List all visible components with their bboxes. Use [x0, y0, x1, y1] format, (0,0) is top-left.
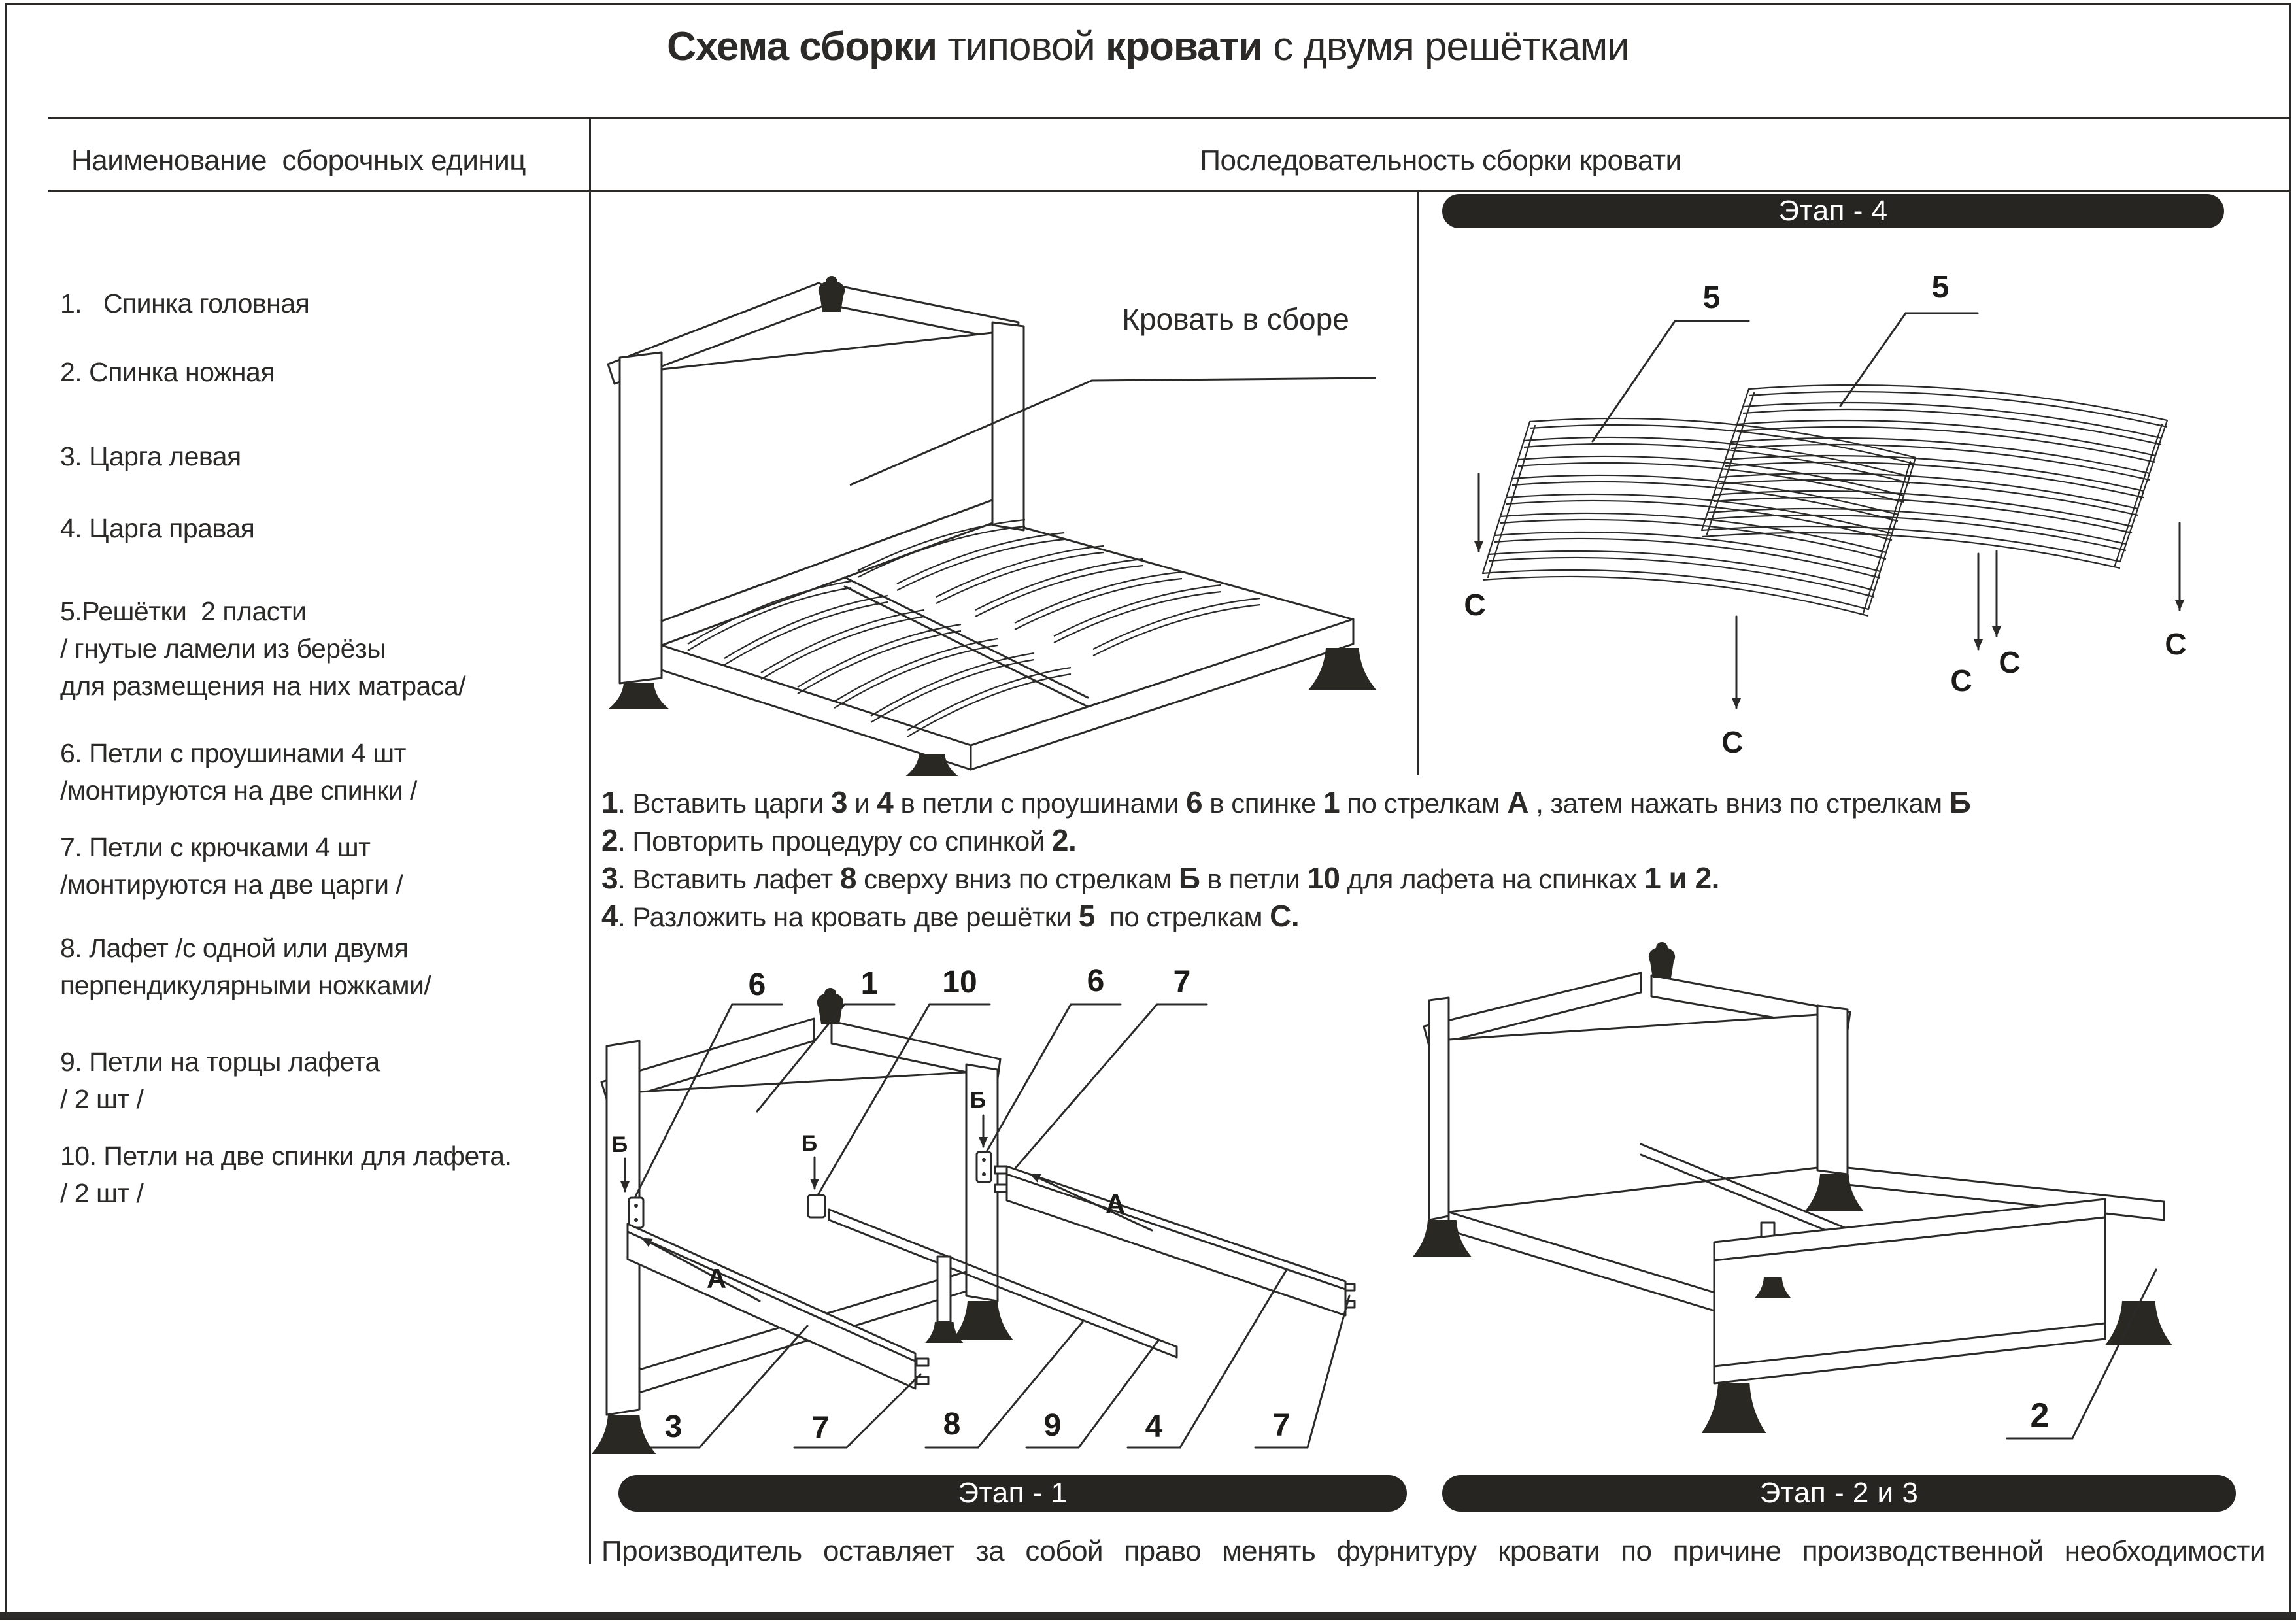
instruction-segment: сверху вниз по стрелкам: [856, 864, 1179, 894]
instruction-line-2: [601, 821, 2282, 859]
stage4-badge: Этап - 4: [1442, 194, 2224, 228]
page-border-bottom: [0, 1612, 2296, 1620]
stage1-figure: [588, 935, 1419, 1478]
instruction-segment: и: [847, 788, 877, 819]
instruction-segment: для лафета на спинках: [1340, 864, 1645, 894]
part-label-2: 2: [2030, 1396, 2050, 1434]
title-normal-1: типовой: [937, 24, 1106, 69]
instruction-segment: 1: [1323, 785, 1340, 819]
instruction-segment: . Повторить процедуру со спинкой: [618, 826, 1052, 856]
hook: [995, 1166, 1007, 1174]
manufacturer-disclaimer: Производитель оставляет за собой право менять фурнитуру кровати по причине производственной необходимости: [601, 1535, 2265, 1567]
instruction-segment: 4: [601, 899, 618, 933]
instruction-segment: . Вставить лафет: [618, 864, 840, 894]
instruction-segment: 10: [1307, 861, 1340, 895]
hook: [995, 1185, 1007, 1192]
board-edge: [1007, 1174, 1345, 1289]
slat-arc: [834, 639, 998, 702]
arrow-letter-b: Б: [801, 1131, 818, 1156]
stage4-figure: [1419, 193, 2296, 781]
hinge-hole: [634, 1204, 638, 1208]
vase-ornament-icon: [819, 276, 845, 312]
assembled-bed-figure: [588, 193, 1419, 775]
arrow-letter-a: А: [1105, 1189, 1126, 1219]
instruction-segment: 3: [601, 861, 618, 895]
arrow-letter-c: С: [1464, 588, 1486, 622]
headboard-post-left: [620, 352, 662, 683]
part-label: 4: [1145, 1410, 1163, 1444]
instruction-line-3: [601, 859, 2282, 897]
instruction-segment: 4: [877, 785, 894, 819]
instruction-segment: в спинке: [1202, 788, 1324, 819]
parts-list: [60, 285, 583, 1212]
part-label: 7: [811, 1411, 830, 1446]
list-item: 1. Спинка головная: [60, 288, 310, 318]
bed-foot: [608, 683, 669, 709]
arrow-letter-c: С: [2165, 627, 2187, 661]
instruction-segment: . Вставить царги: [618, 788, 831, 819]
instruction-segment: А: [1507, 785, 1529, 819]
part-label: 8: [943, 1407, 961, 1442]
instruction-line-1: [601, 783, 2282, 821]
instruction-segment: 6: [1186, 785, 1203, 819]
arrow-letter-c: С: [1950, 664, 1972, 698]
instruction-segment: в петли с проушинами: [893, 788, 1187, 819]
arrow-letter-b: Б: [611, 1132, 628, 1157]
bed-frame-drawing: [1424, 973, 2164, 1383]
instruction-segment: . Разложить на кровать две решётки: [618, 902, 1079, 932]
instruction-segment: 5: [1078, 899, 1095, 933]
hinge-lafet: [808, 1195, 825, 1217]
leader-line: [1015, 1004, 1157, 1169]
slat-arc: [761, 610, 924, 673]
slat-arc: [798, 624, 961, 687]
instruction-segment: 3: [830, 785, 847, 819]
leader-line: [1180, 1270, 1287, 1447]
part-label-5: 5: [1702, 280, 1721, 315]
instruction-segment: 8: [839, 861, 857, 895]
instruction-segment: Б: [1178, 861, 1200, 895]
headboard-drawing: [601, 1019, 1000, 1415]
hook: [917, 1377, 928, 1384]
list-item: 3. Царга левая: [60, 441, 241, 471]
slat-arc: [1093, 598, 1260, 649]
slat-arc: [1702, 526, 2120, 562]
stage23-badge: Этап - 2 и 3: [1442, 1475, 2236, 1512]
slat-arc: [1702, 533, 2120, 568]
hook: [917, 1359, 928, 1366]
leader-line: [1308, 1296, 1349, 1447]
instruction-segment: , затем нажать вниз по стрелкам: [1528, 788, 1950, 819]
header-rule-bottom: [48, 190, 2291, 192]
parts-column-header: Наименование сборочных единиц: [71, 144, 526, 177]
headboard-post-right: [1817, 1006, 1848, 1174]
hinge-hole: [634, 1218, 638, 1222]
headboard-panel: [639, 1072, 966, 1393]
stage4-leaders: [1479, 313, 2180, 708]
part-label: 7: [1173, 965, 1191, 1000]
list-item: 2. Спинка ножная: [60, 357, 275, 387]
instruction-segment: 2.: [1051, 823, 1077, 857]
header-rule-top: [48, 117, 2291, 119]
slat-arc: [871, 653, 1034, 716]
instruction-segment: 2: [601, 823, 618, 857]
instruction-segment: 1: [601, 785, 618, 819]
list-item: 9. Петли на торцы лафета / 2 шт /: [60, 1047, 380, 1114]
stage23-figure: [1419, 935, 2296, 1478]
part-label: 6: [748, 968, 766, 1002]
part-label: 10: [942, 965, 977, 1000]
list-item: 10. Петли на две спинки для лафета. / 2 шт /: [60, 1141, 512, 1208]
instruction-segment: по стрелкам: [1340, 788, 1508, 819]
assembled-bed-caption: Кровать в сборе: [1122, 302, 1349, 336]
instruction-segment: С.: [1270, 899, 1300, 933]
sequence-column-header: Последовательность сборки кровати: [1200, 144, 1681, 177]
vase-ornament-icon: [1649, 942, 1675, 978]
side-rail-far: [1024, 528, 1352, 619]
hinge-hole: [982, 1172, 986, 1176]
list-item: 7. Петли с крючками 4 шт /монтируются на две царги /: [60, 832, 403, 900]
tsarga-right-board: [1007, 1166, 1345, 1315]
slat-base-left: [1483, 418, 1916, 616]
arrow-letter-c: С: [1721, 725, 1744, 759]
page-border-left: [5, 3, 7, 1616]
list-item: 4. Царга правая: [60, 513, 255, 543]
title-bold-1: Схема сборки: [667, 24, 937, 69]
hinge-eyelet: [977, 1152, 991, 1182]
list-item: 5.Решётки 2 пласти / гнутые ламели из берёзы для размещения на них матраса/: [60, 596, 466, 701]
slat-arc: [1093, 605, 1260, 656]
part-label: 1: [860, 966, 879, 1001]
title-normal-2: с двумя решётками: [1262, 24, 1629, 69]
part-label-5: 5: [1931, 270, 1950, 305]
instruction-segment: 1 и 2.: [1644, 861, 1719, 895]
part-label: 3: [664, 1410, 683, 1444]
headboard-post-left: [1429, 998, 1449, 1220]
part-label: 9: [1043, 1408, 1062, 1443]
list-item: 8. Лафет /с одной или двумя перпендикулярными ножками/: [60, 933, 431, 1000]
bed-foot: [2105, 1301, 2172, 1345]
leader-line: [978, 1322, 1083, 1447]
leader-line: [1593, 321, 1675, 441]
vase-ornament-icon: [817, 988, 843, 1024]
bed-foot: [952, 1301, 1013, 1340]
arrow-letter-a: А: [706, 1263, 727, 1294]
assembly-instructions: [601, 783, 2282, 935]
center-rail: [845, 577, 1088, 698]
arrow-letter-c: С: [1999, 645, 2021, 679]
list-item: 6. Петли с проушинами 4 шт /монтируются на две спинки /: [60, 738, 417, 805]
instruction-line-4: [601, 897, 2282, 935]
bed-foot: [592, 1415, 656, 1454]
leader-line: [987, 1004, 1071, 1151]
foot-rail: [971, 619, 1353, 770]
stage1-badge: Этап - 1: [618, 1475, 1407, 1512]
headboard-panel: [1449, 1015, 1817, 1212]
title-bold-2: кровати: [1106, 24, 1263, 69]
slat-base-right: [1702, 385, 2167, 568]
instruction-segment: по стрелкам: [1094, 902, 1270, 932]
lafet-leg: [937, 1257, 951, 1322]
headboard-post-right: [992, 322, 1024, 530]
part-label: 7: [1272, 1408, 1291, 1443]
page-title: [0, 17, 2296, 76]
hinge-eyelet: [629, 1198, 643, 1228]
side-rail-near: [1449, 1212, 1717, 1311]
arrow-letter-b: Б: [970, 1088, 987, 1113]
part-label: 6: [1087, 964, 1105, 998]
instruction-segment: Б: [1949, 785, 1971, 819]
bed-foot: [1702, 1383, 1766, 1433]
page-border-top: [5, 3, 2291, 5]
instruction-segment: в петли: [1200, 864, 1308, 894]
hook: [1345, 1284, 1355, 1291]
hinge-hole: [982, 1158, 986, 1162]
leader-line: [847, 1374, 920, 1447]
